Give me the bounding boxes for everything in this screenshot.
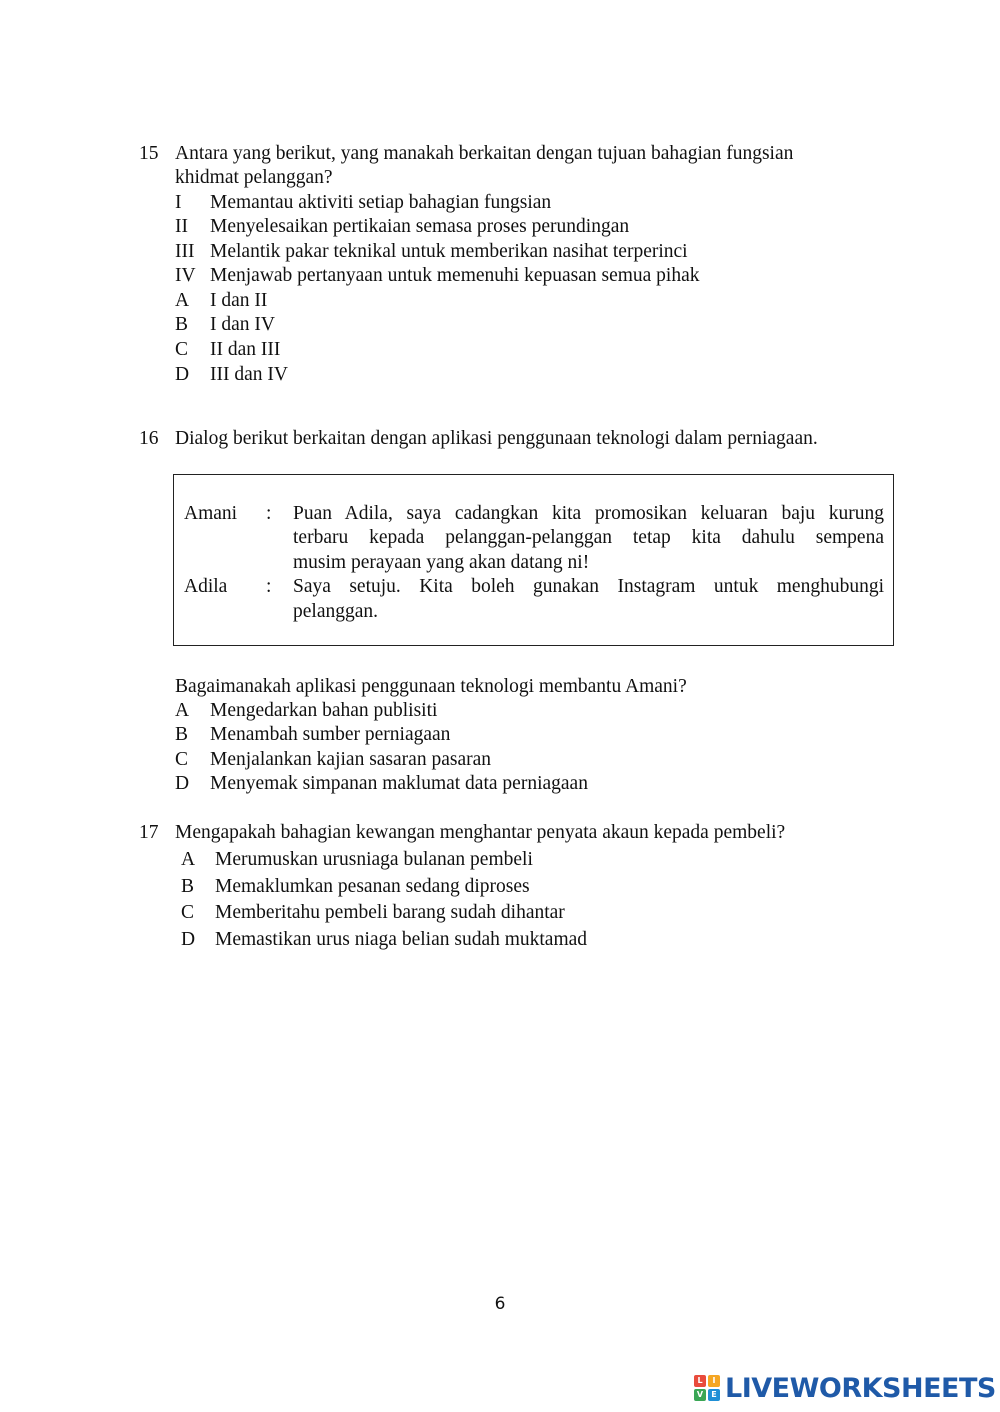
option-letter: A	[175, 290, 190, 311]
dialog-line: musim perayaan yang akan datang ni!	[293, 552, 590, 573]
question-number: 15	[139, 143, 159, 164]
option-text: I dan IV	[210, 314, 275, 335]
question-stem: Antara yang berikut, yang manakah berkaitan dengan tujuan bahagian fungsian	[175, 143, 794, 164]
liveworksheets-logo-icon	[693, 1374, 721, 1402]
roman-numeral: IV	[175, 265, 196, 286]
option-text: Memaklumkan pesanan sedang diproses	[215, 876, 530, 897]
option-letter: C	[175, 749, 189, 770]
option-letter: B	[175, 724, 189, 745]
option-letter: A	[181, 849, 196, 870]
question-stem-continued: khidmat pelanggan?	[175, 167, 333, 188]
option-text: Menjalankan kajian sasaran pasaran	[210, 749, 491, 770]
option-text: Memastikan urus niaga belian sudah muktamad	[215, 929, 588, 950]
dialog-line: Saya setuju. Kita boleh gunakan Instagram untuk menghubungi	[293, 576, 884, 597]
logo-tile: E	[708, 1389, 720, 1401]
dialog-line: terbaru kepada pelanggan-pelanggan tetap kita dahulu sempena	[293, 527, 884, 548]
option-text: I dan II	[210, 290, 268, 311]
statement-text: Melantik pakar teknikal untuk memberikan nasihat terperinci	[210, 241, 688, 262]
option-text: II dan III	[210, 339, 281, 360]
option-text: Memberitahu pembeli barang sudah dihantar	[215, 902, 565, 923]
option-letter: D	[175, 364, 190, 385]
option-text: III dan IV	[210, 364, 288, 385]
page-number: 6	[494, 1294, 506, 1314]
option-text: Merumuskan urusniaga bulanan pembeli	[215, 849, 533, 870]
dialog-colon: :	[266, 576, 272, 597]
option-text: Menyemak simpanan maklumat data perniagaan	[210, 773, 588, 794]
brand-name: LIVEWORKSHEETS	[725, 1372, 996, 1404]
option-text: Menambah sumber perniagaan	[210, 724, 451, 745]
question-number: 17	[139, 822, 159, 843]
option-letter: B	[181, 876, 195, 897]
question-stem: Dialog berikut berkaitan dengan aplikasi penggunaan teknologi dalam perniagaan.	[175, 428, 818, 449]
logo-tile: I	[708, 1375, 720, 1387]
option-letter: A	[175, 700, 190, 721]
option-letter: C	[175, 339, 189, 360]
logo-tile: L	[694, 1375, 706, 1387]
liveworksheets-logo[interactable]	[693, 1373, 996, 1403]
roman-numeral: II	[175, 216, 188, 237]
option-letter: D	[181, 929, 196, 950]
roman-numeral: III	[175, 241, 195, 262]
question-stem: Mengapakah bahagian kewangan menghantar penyata akaun kepada pembeli?	[175, 822, 786, 843]
question-number: 16	[139, 428, 159, 449]
option-letter: B	[175, 314, 189, 335]
dialog-speaker: Adila	[184, 576, 228, 597]
statement-text: Memantau aktiviti setiap bahagian fungsian	[210, 192, 552, 213]
statement-text: Menjawab pertanyaan untuk memenuhi kepuasan semua pihak	[210, 265, 700, 286]
question-prompt: Bagaimanakah aplikasi penggunaan teknologi membantu Amani?	[175, 676, 687, 697]
logo-tile: V	[694, 1389, 706, 1401]
option-letter: C	[181, 902, 195, 923]
dialog-line: pelanggan.	[293, 601, 379, 622]
dialog-line: Puan Adila, saya cadangkan kita promosikan keluaran baju kurung	[293, 503, 884, 524]
option-text: Mengedarkan bahan publisiti	[210, 700, 438, 721]
dialog-colon: :	[266, 503, 272, 524]
roman-numeral: I	[175, 192, 182, 213]
option-letter: D	[175, 773, 190, 794]
statement-text: Menyelesaikan pertikaian semasa proses perundingan	[210, 216, 630, 237]
dialog-speaker: Amani	[184, 503, 238, 524]
